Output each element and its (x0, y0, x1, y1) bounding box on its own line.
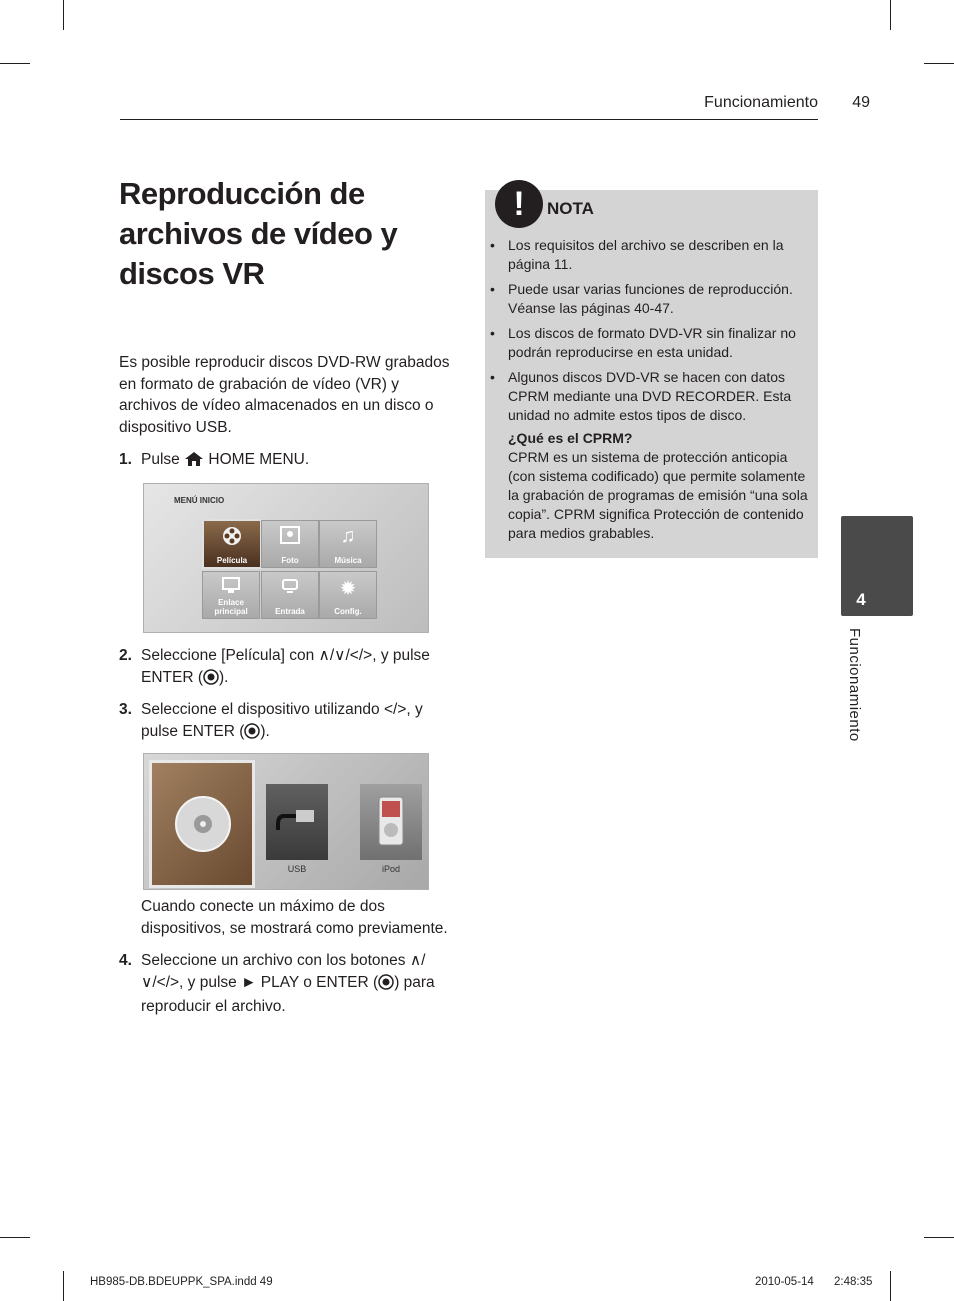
note-item: • Los discos de formato DVD-VR sin finalizar no podrán reproducirse en esta unidad. (490, 325, 796, 360)
crop-mark (890, 0, 891, 30)
step-number: 4. (119, 952, 132, 969)
chapter-label: Funcionamiento (846, 628, 863, 742)
step-number: 1. (119, 451, 132, 468)
enter-icon (244, 723, 260, 746)
ipod-tile[interactable] (360, 784, 422, 860)
usb-icon (276, 804, 318, 839)
page-title: Reproducción de archivos de vídeo y discos VR (119, 176, 398, 291)
usb-label: USB (287, 864, 307, 874)
enter-icon (203, 669, 219, 692)
home-menu-title: MENÚ INICIO (174, 496, 225, 505)
home-icon (184, 451, 204, 474)
crop-mark (924, 63, 954, 64)
enter-icon (378, 974, 394, 997)
menu-tile-entrada[interactable] (261, 571, 319, 619)
note-list (490, 236, 815, 543)
input-icon (262, 576, 318, 602)
chapter-number: 4 (856, 590, 866, 609)
footer-file: HB985-DB.BDEUPPK_SPA.indd 49 (90, 1276, 273, 1288)
crop-mark (63, 0, 64, 30)
tile-label: Película (216, 556, 248, 565)
menu-tile-pelicula[interactable] (202, 519, 262, 569)
tile-label: Config. (334, 607, 362, 616)
running-header-section: Funcionamiento (704, 94, 818, 111)
crop-mark (924, 1237, 954, 1238)
menu-tile-foto[interactable] (261, 520, 319, 568)
note-title: NOTA (547, 199, 594, 218)
step-text: ). (219, 668, 229, 686)
crop-mark (0, 63, 30, 64)
tile-label: Foto (281, 556, 299, 565)
intro-paragraph: Es posible reproducir discos DVD-RW grabados en formato de grabación de vídeo (VR) y archivos de vídeo almacenados en un disco o dispositivo USB. (119, 354, 450, 436)
step-number: 2. (119, 647, 132, 664)
cprm-answer: CPRM es un sistema de protección anticopia (con sistema codificado) que permite solamente la grabación de programas de emisión “una sola copia”. CPRM significa Protección de contenido para medios grabables. (508, 449, 808, 541)
disc-icon (174, 795, 232, 858)
footer-date: 2010-05-14 (755, 1276, 814, 1288)
gear-icon: ✹ (339, 578, 357, 600)
step-text: Seleccione un archivo con los botones ∧/∨/</>, y pulse ► PLAY o ENTER ( (141, 952, 426, 991)
menu-tile-enlace-principal[interactable] (202, 571, 260, 619)
step-text: ) para reproducir el archivo. (141, 973, 435, 1015)
usb-tile[interactable] (266, 784, 328, 860)
tile-label: Entrada (275, 607, 305, 616)
exclamation-icon: ! (495, 180, 543, 228)
home-menu-screenshot (143, 483, 429, 633)
menu-tile-musica[interactable] (319, 520, 377, 568)
cprm-question: ¿Qué es el CPRM? (508, 430, 633, 446)
footer-time: 2:48:35 (834, 1276, 873, 1288)
step-number: 3. (119, 701, 132, 718)
note-item: • Algunos discos DVD-VR se hacen con datos CPRM mediante una DVD RECORDER. Esta unidad no admite estos tipos de disco. (490, 369, 792, 423)
crop-mark (63, 1271, 64, 1301)
page-number: 49 (852, 94, 870, 111)
step-text: Seleccione el dispositivo utilizando </>, y pulse ENTER ( (141, 701, 423, 740)
disc-tile[interactable] (149, 760, 255, 888)
menu-tile-config[interactable] (319, 571, 377, 619)
ipod-icon (378, 796, 404, 851)
device-menu-screenshot (143, 753, 429, 890)
tile-label: Enlace principal (214, 598, 248, 616)
step-text: ). (260, 722, 270, 740)
music-note-icon: ♫ (340, 525, 356, 547)
header-rule (120, 119, 818, 120)
crop-mark (890, 1271, 891, 1301)
film-reel-icon (204, 525, 260, 553)
note-item: • Los requisitos del archivo se describen en la página 11. (490, 237, 784, 272)
photo-icon (262, 525, 318, 551)
step-text: HOME MENU. (208, 451, 310, 468)
ipod-label: iPod (381, 864, 400, 874)
step-text: Pulse (141, 451, 180, 468)
step-text: Seleccione [Película] con ∧/∨/</>, y pulse ENTER ( (141, 647, 430, 686)
step-3-note: Cuando conecte un máximo de dos dispositivos, se mostrará como previamente. (141, 898, 448, 937)
tile-label: Música (334, 556, 362, 565)
crop-mark (0, 1237, 30, 1238)
note-item: • Puede usar varias funciones de reproducción. Véanse las páginas 40-47. (490, 281, 793, 316)
